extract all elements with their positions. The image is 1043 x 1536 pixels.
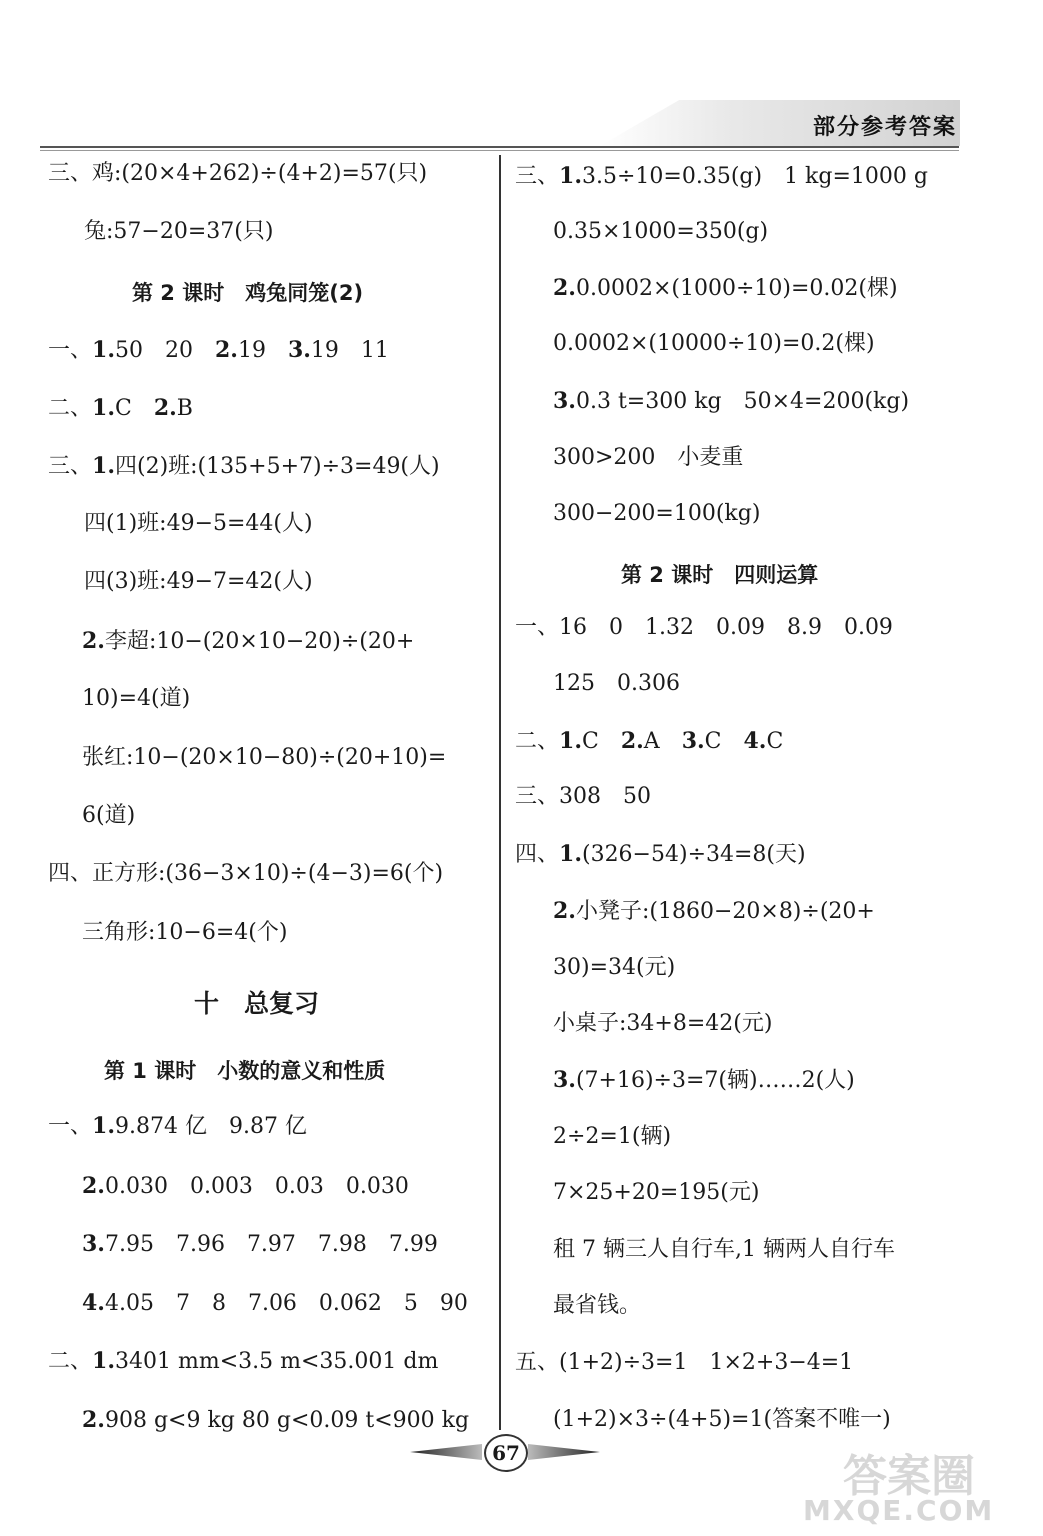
watermark [783, 1440, 1013, 1530]
answer-line: 一、1.9.874 亿 9.87 亿 [48, 1113, 307, 1139]
answer-line: (1+2)×3÷(4+5)=1(答案不唯一) [553, 1407, 891, 1432]
watermark-url: MXQE.COM [803, 1494, 995, 1527]
answer-line: 兔:57−20=37(只) [84, 219, 274, 244]
answer-line: 2÷2=1(辆) [553, 1124, 672, 1149]
header-title: 部分参考答案 [812, 115, 957, 140]
answer-line: 2.0.0002×(1000÷10)=0.02(棵) [553, 275, 898, 301]
answer-line: 0.0002×(10000÷10)=0.2(棵) [553, 331, 875, 356]
answer-line: 张红:10−(20×10−80)÷(20+10)= [82, 745, 447, 770]
watermark-logo-text: 答案圈 [843, 1451, 975, 1502]
answer-line: 五、(1+2)÷3=1 1×2+3−4=1 [515, 1350, 854, 1375]
footer-ornament-right [528, 1444, 600, 1460]
chapter-title: 十 总复习 [194, 989, 320, 1018]
answer-line: 3.(7+16)÷3=7(辆)……2(人) [553, 1067, 855, 1093]
answer-line: 30)=34(元) [553, 955, 676, 980]
answer-line: 3.0.3 t=300 kg 50×4=200(kg) [553, 388, 910, 414]
answer-line: 三、1.四(2)班:(135+5+7)÷3=49(人) [48, 453, 440, 479]
footer-ornament-left [410, 1444, 482, 1460]
answer-line: 7×25+20=195(元) [553, 1180, 760, 1205]
answer-line: 一、16 0 1.32 0.09 8.9 0.09 [515, 615, 893, 640]
page-footer [410, 1432, 600, 1472]
answer-line: 一、1.50 20 2.19 3.19 11 [48, 337, 389, 363]
answer-line: 二、1.3401 mm<3.5 m<35.001 dm [48, 1348, 439, 1374]
answer-line: 三角形:10−6=4(个) [82, 920, 288, 945]
column-divider [499, 155, 501, 1430]
answer-line: 四、正方形:(36−3×10)÷(4−3)=6(个) [48, 861, 444, 886]
answer-line: 四、1.(326−54)÷34=8(天) [515, 841, 806, 867]
answer-line: 6(道) [82, 803, 136, 828]
answer-line: 300>200 小麦重 [553, 445, 744, 470]
header-rule [40, 146, 959, 148]
answer-line: 2.908 g<9 kg 80 g<0.09 t<900 kg [82, 1407, 470, 1433]
answer-line: 125 0.306 [553, 671, 680, 696]
answer-line: 三、308 50 [515, 784, 651, 809]
answer-line: 2.小凳子:(1860−20×8)÷(20+ [553, 898, 875, 924]
answer-line: 2.0.030 0.003 0.03 0.030 [82, 1173, 409, 1199]
answer-line: 10)=4(道) [82, 686, 191, 711]
answer-line: 4.4.05 7 8 7.06 0.062 5 90 [82, 1290, 468, 1316]
answer-line: 四(1)班:49−5=44(人) [84, 511, 313, 536]
answer-line: 三、鸡:(20×4+262)÷(4+2)=57(只) [48, 161, 428, 186]
answer-line: 2.李超:10−(20×10−20)÷(20+ [82, 628, 415, 654]
header-rule-thin [40, 150, 959, 151]
answer-line: 三、1.3.5÷10=0.35(g) 1 kg=1000 g [515, 163, 928, 189]
answer-line: 二、1.C 2.B [48, 395, 193, 421]
answer-line: 二、1.C 2.A 3.C 4.C [515, 728, 784, 754]
page-number: 67 [484, 1434, 528, 1472]
answer-line: 租 7 辆三人自行车,1 辆两人自行车 [553, 1237, 895, 1262]
answer-line: 最省钱。 [553, 1293, 642, 1318]
answer-line: 四(3)班:49−7=42(人) [84, 569, 313, 594]
section-heading: 第 2 课时 四则运算 [621, 563, 819, 587]
section-heading: 第 2 课时 鸡兔同笼(2) [132, 281, 364, 305]
answer-line: 小桌子:34+8=42(元) [553, 1011, 773, 1036]
answer-line: 0.35×1000=350(g) [553, 219, 769, 244]
answer-line: 300−200=100(kg) [553, 501, 761, 526]
section-heading: 第 1 课时 小数的意义和性质 [104, 1059, 386, 1083]
answer-line: 3.7.95 7.96 7.97 7.98 7.99 [82, 1231, 438, 1257]
